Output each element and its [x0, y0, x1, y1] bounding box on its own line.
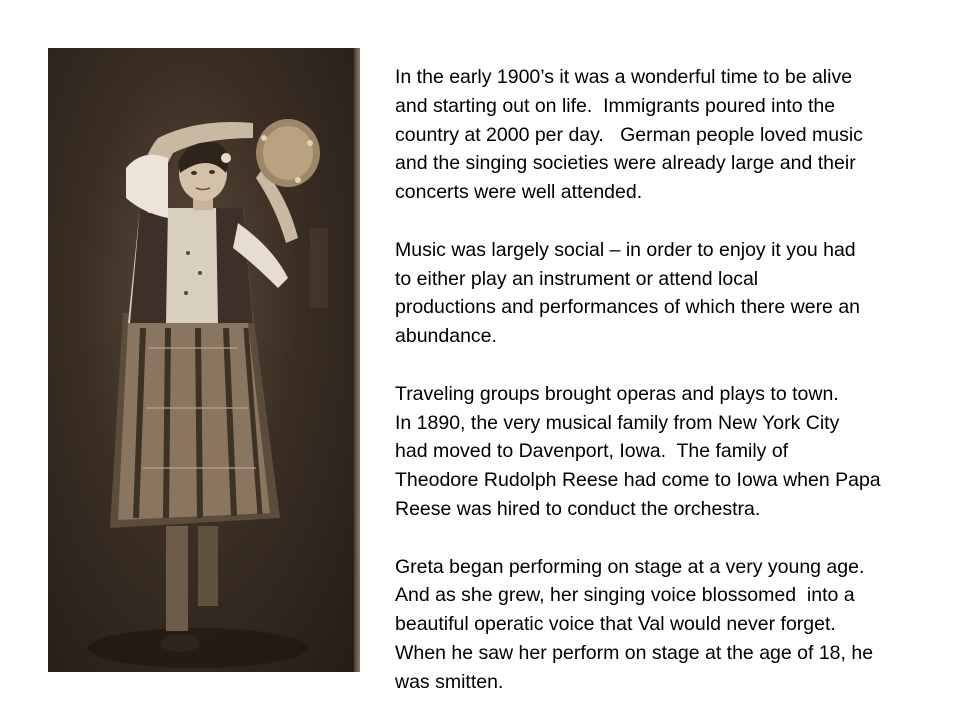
text-line: to either play an instrument or attend local — [395, 267, 759, 290]
text-line: concerts were well attended. — [395, 181, 643, 204]
photo-edge — [354, 48, 360, 672]
story-text — [395, 63, 940, 725]
text-line: When he saw her perform on stage at the age of 18, he — [395, 641, 874, 664]
paragraph-greta — [395, 553, 940, 697]
text-line: In 1890, the very musical family from New York City — [395, 411, 840, 434]
text-line: beautiful operatic voice that Val would never forget. — [395, 613, 836, 636]
text-line: productions and performances of which there were an — [395, 296, 861, 319]
text-line: Greta began performing on stage at a very young age. — [395, 555, 865, 578]
text-line: and the singing societies were already large and their — [395, 152, 856, 175]
text-line: Theodore Rudolph Reese had come to Iowa when Papa — [395, 469, 881, 492]
text-line: Reese was hired to conduct the orchestra. — [395, 497, 761, 520]
text-line: In the early 1900’s it was a wonderful time to be alive — [395, 66, 853, 88]
text-line: Traveling groups brought operas and plays to town. — [395, 382, 839, 405]
vintage-portrait-photo — [48, 48, 360, 672]
paragraph-reese-family — [395, 380, 940, 524]
text-line: abundance. — [395, 325, 497, 348]
paragraph-early-1900s — [395, 63, 940, 207]
text-line: and starting out on life. Immigrants poured into the — [395, 94, 836, 117]
portrait-figure-image — [48, 48, 360, 672]
text-line: had moved to Davenport, Iowa. The family of — [395, 440, 789, 463]
paragraph-music-social — [395, 236, 940, 351]
text-line: was smitten. — [395, 670, 504, 693]
text-line: country at 2000 per day. German people loved music — [395, 123, 863, 146]
text-line: And as she grew, her singing voice blossomed into a — [395, 584, 855, 607]
text-line: Music was largely social – in order to enjoy it you had — [395, 238, 856, 261]
